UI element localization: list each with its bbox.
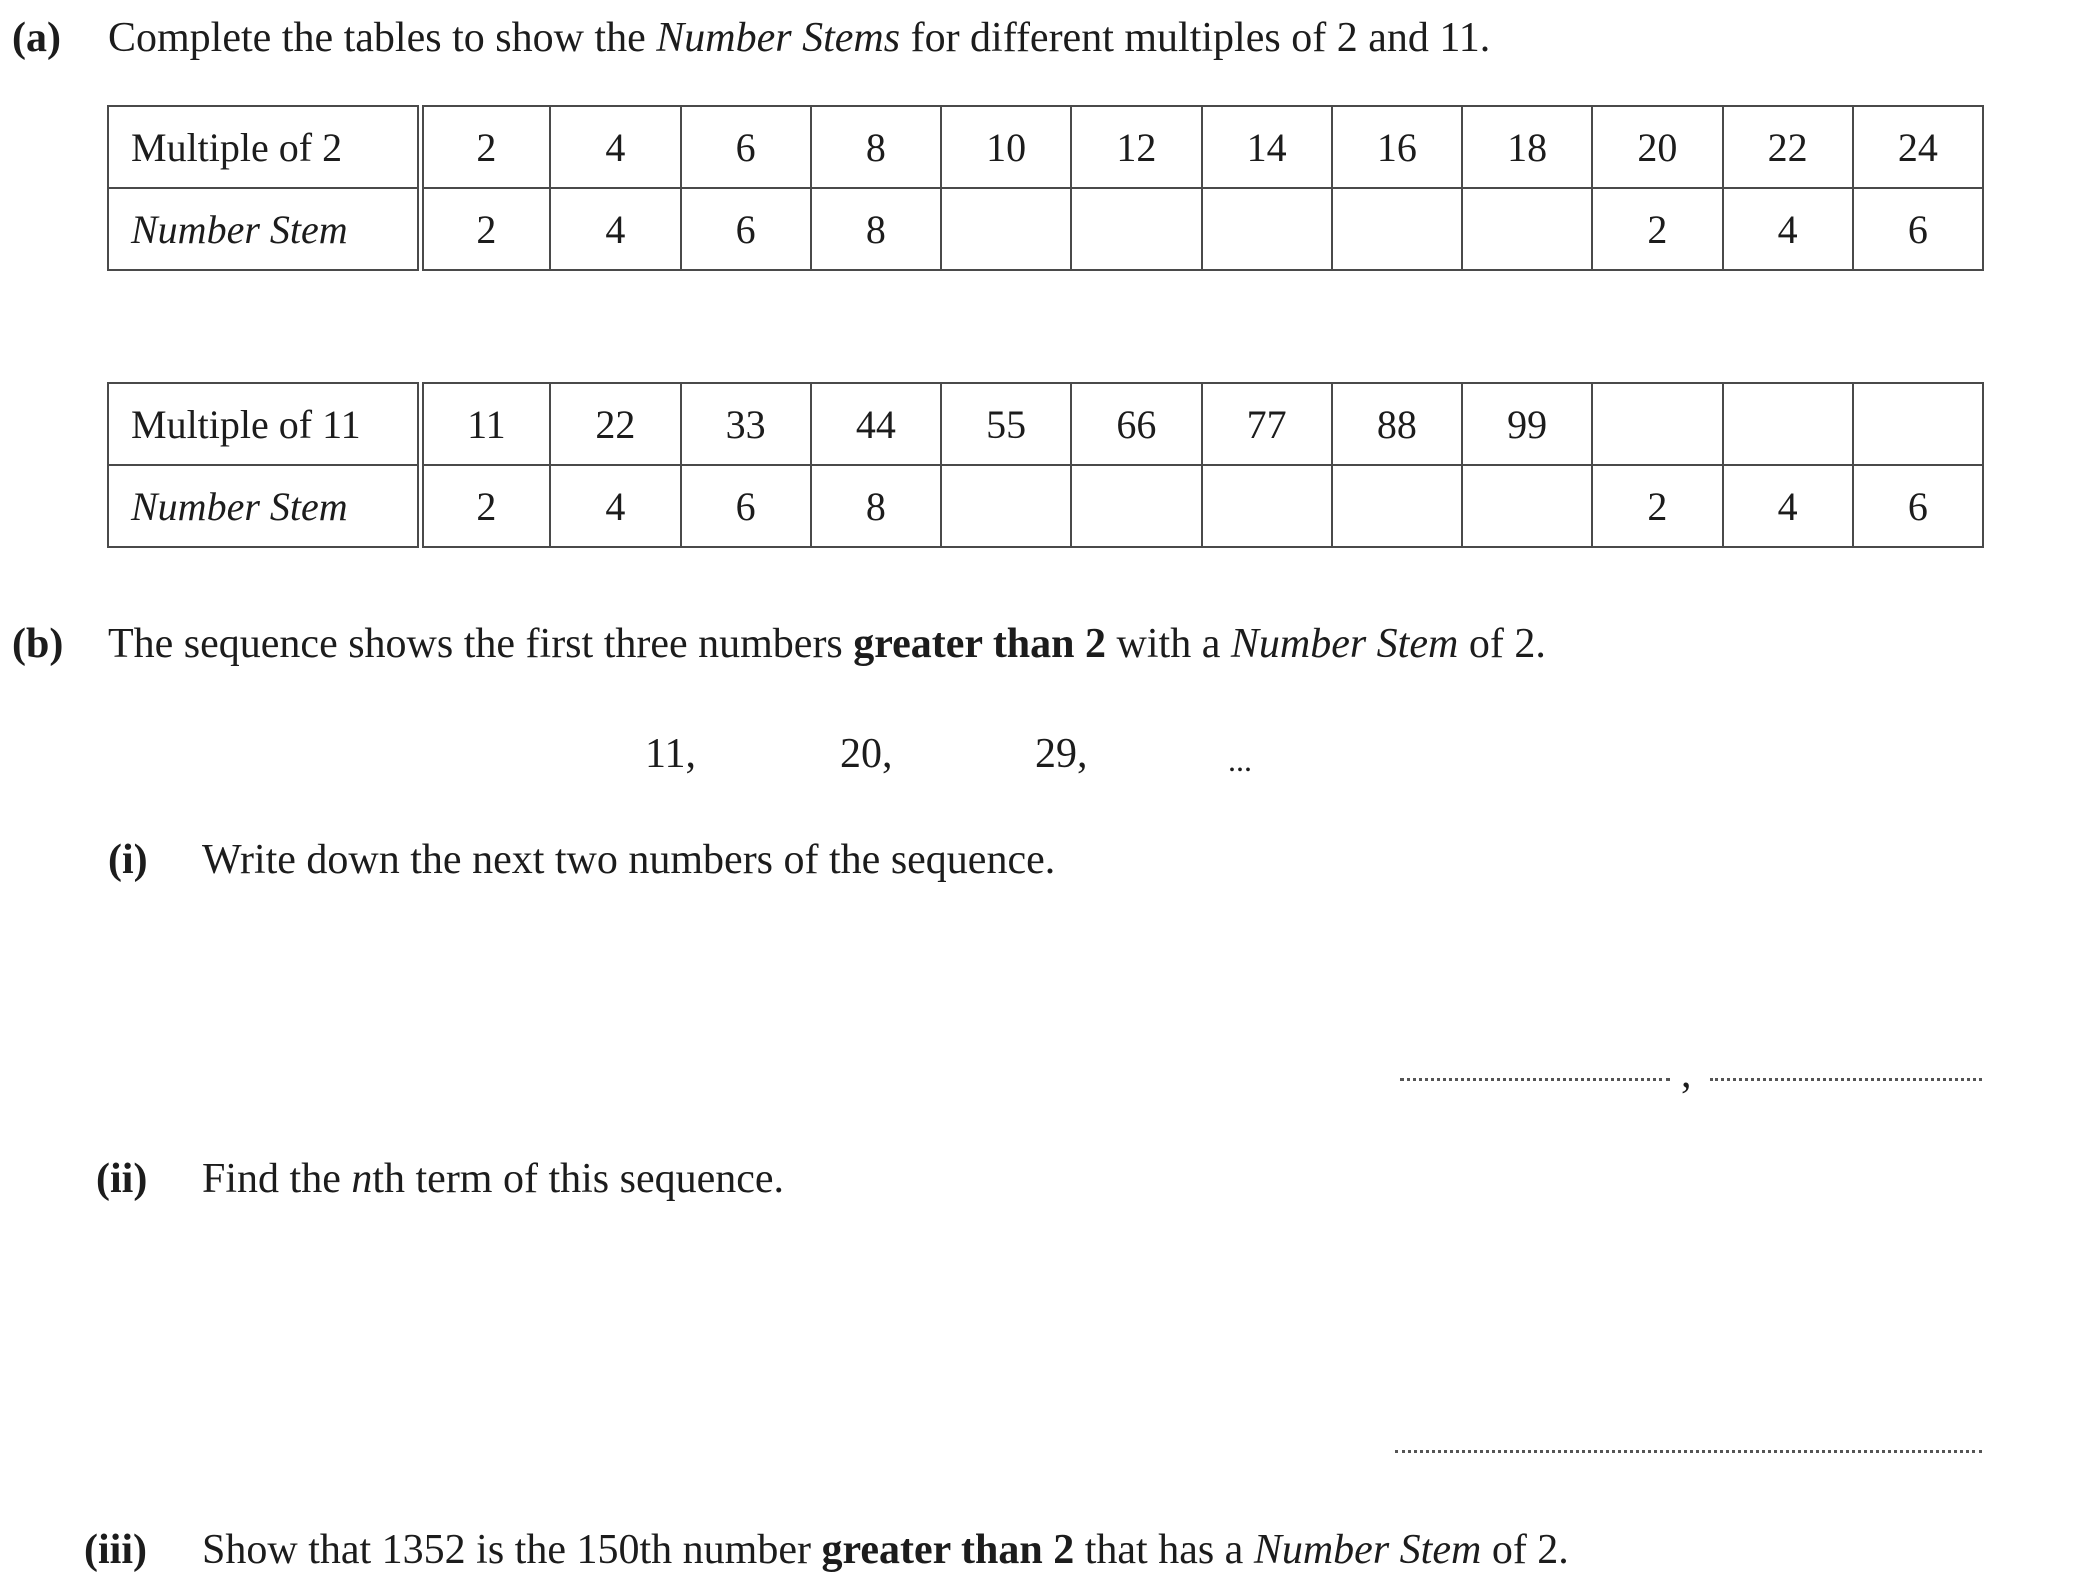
table11-multiple-cell: 66 bbox=[1071, 383, 1201, 465]
table11-stem-answer-cell[interactable] bbox=[1462, 465, 1592, 547]
part-b-ii-text-italic: n bbox=[351, 1156, 373, 1202]
table2-stem-cell: 4 bbox=[550, 188, 680, 270]
table11-stem-answer-cell[interactable] bbox=[941, 465, 1071, 547]
answer-line-first-number[interactable] bbox=[1400, 1078, 1670, 1081]
part-a-text-italic: Number Stems bbox=[656, 15, 901, 61]
table11-multiple-cell: 33 bbox=[681, 383, 811, 465]
table11-stem-answer-cell[interactable] bbox=[1202, 465, 1332, 547]
sequence-term-2: 20, bbox=[840, 731, 893, 777]
table2-multiple-cell: 8 bbox=[811, 106, 941, 188]
part-b-text-bold: greater than 2 bbox=[853, 621, 1107, 667]
table2-multiple-cell: 10 bbox=[941, 106, 1071, 188]
table2-multiple-cell: 4 bbox=[550, 106, 680, 188]
table2-stem-cell: 8 bbox=[811, 188, 941, 270]
answer-separator-comma: , bbox=[1681, 1051, 1692, 1097]
table11-multiple-answer-cell[interactable] bbox=[1592, 383, 1722, 465]
table2-multiple-cell: 24 bbox=[1853, 106, 1983, 188]
part-b-iii-text-mid: that has a bbox=[1074, 1527, 1254, 1573]
table2-stem-cell: 6 bbox=[1853, 188, 1983, 270]
part-b-ii-text-end: th term of this sequence. bbox=[372, 1156, 785, 1202]
part-b-iii-text-end: of 2. bbox=[1481, 1527, 1569, 1573]
table2-stem-answer-cell[interactable] bbox=[941, 188, 1071, 270]
part-a-label: (a) bbox=[12, 15, 61, 61]
table11-stem-answer-cell[interactable] bbox=[1332, 465, 1462, 547]
table11-stem-answer-cell[interactable] bbox=[1071, 465, 1201, 547]
number-stem-row bbox=[108, 465, 1983, 547]
table2-stem-cell: 4 bbox=[1723, 188, 1853, 270]
table11-multiple-cell: 22 bbox=[550, 383, 680, 465]
table11-stem-cell: 2 bbox=[420, 465, 550, 547]
table2-stem-answer-cell[interactable] bbox=[1202, 188, 1332, 270]
part-b-iii-label: (iii) bbox=[84, 1527, 147, 1573]
table2-stem-answer-cell[interactable] bbox=[1462, 188, 1592, 270]
table11-multiple-answer-cell[interactable] bbox=[1853, 383, 1983, 465]
number-stem-row bbox=[108, 188, 1983, 270]
table2-multiple-cell: 18 bbox=[1462, 106, 1592, 188]
table11-multiple-cell: 11 bbox=[420, 383, 550, 465]
table11-multiple-cell: 55 bbox=[941, 383, 1071, 465]
part-a-text-end: for different multiples of 2 and 11. bbox=[900, 15, 1491, 61]
part-b-i-question: Write down the next two numbers of the sequence. bbox=[202, 837, 1056, 883]
table11-multiple-answer-cell[interactable] bbox=[1723, 383, 1853, 465]
multiple-of-2-header: Multiple of 2 bbox=[108, 106, 420, 188]
part-b-text-italic: Number Stem bbox=[1230, 621, 1459, 667]
answer-line-nth-term[interactable] bbox=[1395, 1450, 1982, 1453]
sequence-ellipsis: ... bbox=[1228, 742, 1252, 778]
table2-multiple-cell: 14 bbox=[1202, 106, 1332, 188]
multiple-of-11-header: Multiple of 11 bbox=[108, 383, 420, 465]
part-b-iii-text-start: Show that 1352 is the 150th number bbox=[202, 1527, 822, 1573]
table11-multiple-cell: 88 bbox=[1332, 383, 1462, 465]
part-a-question bbox=[108, 14, 1490, 62]
part-b-iii-question bbox=[202, 1526, 1569, 1574]
table11-multiple-cell: 77 bbox=[1202, 383, 1332, 465]
part-b-ii-question bbox=[202, 1155, 784, 1203]
table2-multiple-cell: 2 bbox=[420, 106, 550, 188]
table11-multiple-cell: 44 bbox=[811, 383, 941, 465]
part-b-text-start: The sequence shows the first three numbers bbox=[108, 621, 854, 667]
part-b-ii-text-start: Find the bbox=[202, 1156, 352, 1202]
table2-stem-cell: 2 bbox=[1592, 188, 1722, 270]
sequence-term-1: 11, bbox=[645, 731, 696, 777]
table2-multiple-cell: 16 bbox=[1332, 106, 1462, 188]
table11-stem-cell: 2 bbox=[1592, 465, 1722, 547]
table2-multiple-cell: 22 bbox=[1723, 106, 1853, 188]
table2-stem-cell: 2 bbox=[420, 188, 550, 270]
part-b-iii-text-bold: greater than 2 bbox=[821, 1527, 1075, 1573]
multiples-of-2-table bbox=[107, 105, 1984, 271]
part-b-text-end: of 2. bbox=[1458, 621, 1546, 667]
part-a-text-start: Complete the tables to show the bbox=[108, 15, 657, 61]
table2-multiple-cell: 12 bbox=[1071, 106, 1201, 188]
table2-multiple-cell: 20 bbox=[1592, 106, 1722, 188]
table11-stem-cell: 8 bbox=[811, 465, 941, 547]
part-b-ii-label: (ii) bbox=[96, 1156, 148, 1202]
table2-multiple-cell: 6 bbox=[681, 106, 811, 188]
multiples-of-11-row bbox=[108, 383, 1983, 465]
part-b-iii-text-italic: Number Stem bbox=[1253, 1527, 1482, 1573]
table11-stem-cell: 4 bbox=[1723, 465, 1853, 547]
multiples-of-11-table bbox=[107, 382, 1984, 548]
table2-stem-answer-cell[interactable] bbox=[1071, 188, 1201, 270]
part-b-text-mid: with a bbox=[1106, 621, 1231, 667]
number-stem-header: Number Stem bbox=[108, 188, 420, 270]
table11-stem-cell: 6 bbox=[1853, 465, 1983, 547]
part-b-i-label: (i) bbox=[108, 837, 148, 883]
part-b-label: (b) bbox=[12, 621, 64, 667]
number-stem-header: Number Stem bbox=[108, 465, 420, 547]
table2-stem-answer-cell[interactable] bbox=[1332, 188, 1462, 270]
part-b-question bbox=[108, 620, 1546, 668]
sequence-term-3: 29, bbox=[1035, 731, 1088, 777]
table2-stem-cell: 6 bbox=[681, 188, 811, 270]
multiples-of-2-row bbox=[108, 106, 1983, 188]
table11-stem-cell: 6 bbox=[681, 465, 811, 547]
answer-line-second-number[interactable] bbox=[1710, 1078, 1982, 1081]
table11-multiple-cell: 99 bbox=[1462, 383, 1592, 465]
table11-stem-cell: 4 bbox=[550, 465, 680, 547]
